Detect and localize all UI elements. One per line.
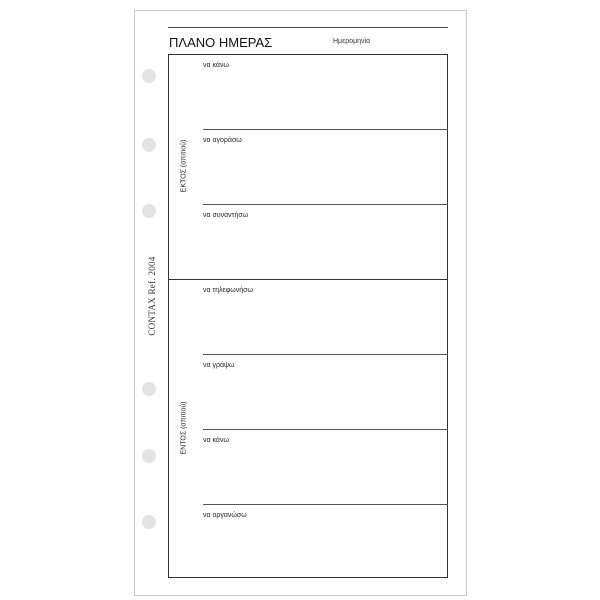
- binder-hole-6: [142, 515, 156, 529]
- row-label-inside-4: να οργανώσω: [203, 512, 247, 519]
- header-rule: [168, 27, 448, 28]
- binder-hole-5: [142, 449, 156, 463]
- section-label-outside: ΕΚΤΟΣ (σπιτιού): [180, 139, 188, 193]
- row-line-outside-1: [203, 129, 448, 130]
- binder-hole-2: [142, 138, 156, 152]
- row-label-outside-1: να κάνω: [203, 62, 229, 69]
- row-label-outside-2: να αγοράσω: [203, 137, 242, 144]
- section-label-inside: ΕΝΤΟΣ (σπιτιού): [180, 401, 188, 455]
- row-line-inside-1: [203, 354, 448, 355]
- planner-box: [168, 54, 448, 578]
- row-label-inside-1: να τηλεφωνήσω: [203, 287, 253, 294]
- section-divider: [168, 279, 448, 280]
- date-label: Ημερομηνία: [333, 38, 371, 45]
- row-line-inside-2: [203, 429, 448, 430]
- brand-imprint: CONTAX Ref. 2004: [147, 256, 157, 336]
- row-line-inside-3: [203, 504, 448, 505]
- row-label-inside-3: να κάνω: [203, 437, 229, 444]
- binder-hole-1: [142, 69, 156, 83]
- row-label-outside-3: να συναντήσω: [203, 212, 249, 219]
- binder-hole-4: [142, 382, 156, 396]
- row-line-outside-2: [203, 204, 448, 205]
- binder-hole-3: [142, 204, 156, 218]
- row-label-inside-2: να γράψω: [203, 362, 235, 369]
- page-title: ΠΛΑΝΟ ΗΜΕΡΑΣ: [169, 35, 273, 50]
